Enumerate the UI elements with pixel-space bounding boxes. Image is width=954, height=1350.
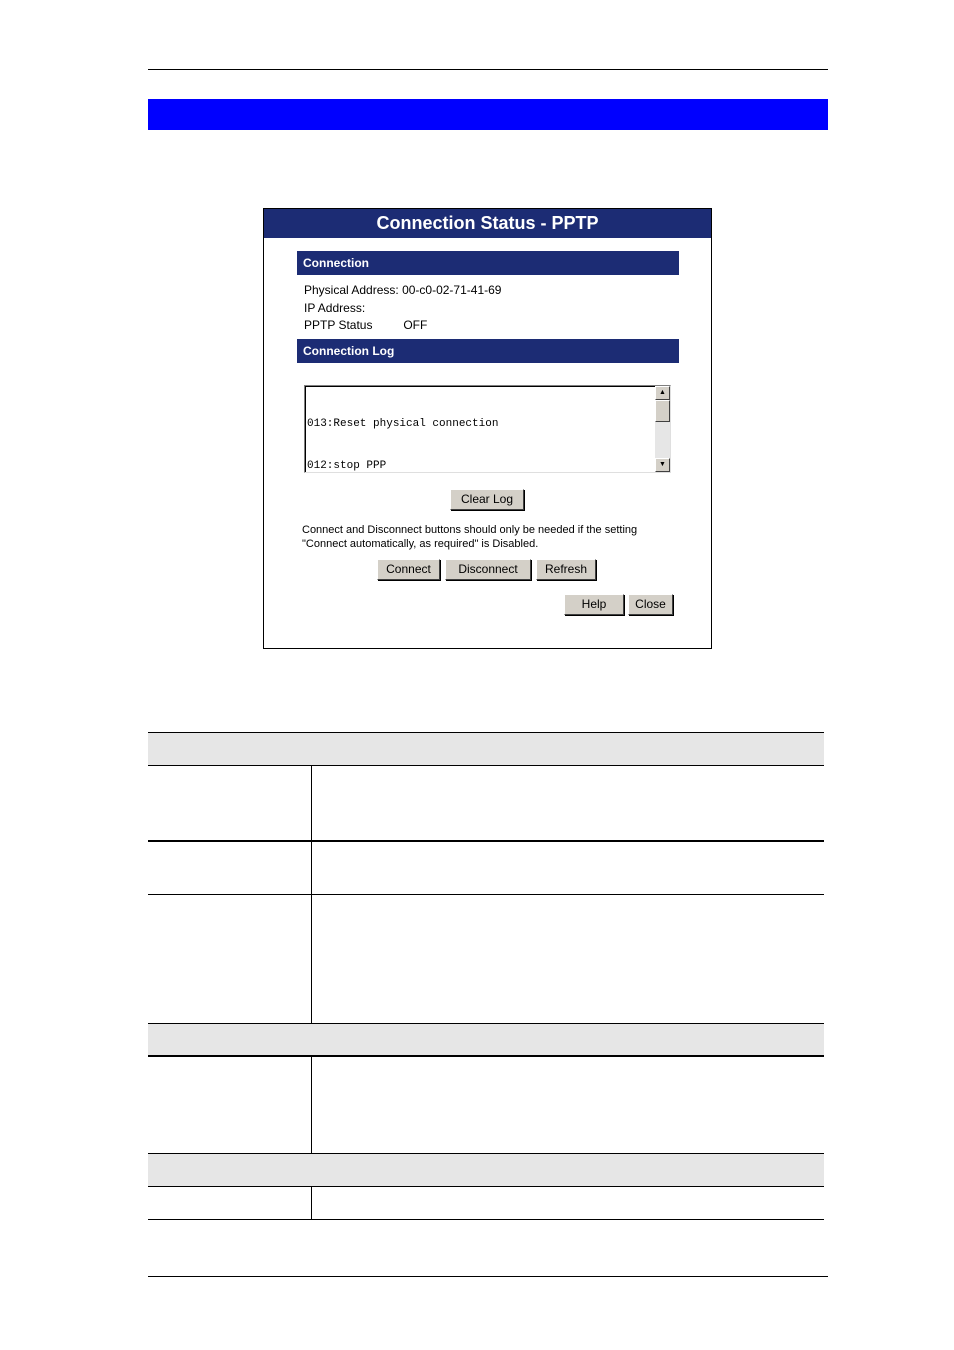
close-button[interactable]: Close [628, 594, 673, 615]
ip-address-label: IP Address: [304, 301, 366, 315]
table-section-header [148, 1023, 824, 1056]
log-scrollbar[interactable] [655, 386, 670, 472]
connection-section-header: Connection [297, 251, 679, 275]
arrow-down-icon[interactable]: ▼ [655, 458, 670, 472]
scrollbar-thumb[interactable] [655, 400, 670, 422]
table-row [148, 1187, 824, 1219]
log-line: 013:Reset physical connection [307, 418, 499, 430]
connect-note-line: Connect and Disconnect buttons should only be needed if the setting [302, 524, 638, 536]
disconnect-button[interactable]: Disconnect [445, 559, 531, 580]
physical-address-label: Physical Address: [304, 283, 399, 297]
pptp-status-label: PPTP Status [304, 318, 373, 332]
table-row [148, 1057, 824, 1153]
table-cell-label [148, 895, 312, 1023]
table-cell-description [312, 895, 824, 1023]
table-divider [148, 732, 824, 733]
arrow-up-icon[interactable]: ▲ [655, 386, 670, 400]
clear-log-button[interactable]: Clear Log [450, 489, 524, 510]
table-cell-label [148, 766, 312, 840]
pptp-status-row [304, 318, 427, 332]
refresh-button[interactable]: Refresh [536, 559, 596, 580]
table-divider [148, 1023, 824, 1024]
section-heading-bar [148, 99, 828, 130]
table-cell-label [148, 1187, 312, 1219]
table-divider [148, 1219, 824, 1220]
help-button[interactable]: Help [564, 594, 624, 615]
connection-log-section-header: Connection Log [297, 339, 679, 363]
window-title: Connection Status - PPTP [264, 209, 711, 238]
table-cell-description [312, 1187, 824, 1219]
physical-address-row [304, 283, 501, 297]
connection-status-window [263, 208, 712, 649]
page-header-rule [148, 69, 828, 70]
table-row [148, 895, 824, 1023]
table-cell-description [312, 766, 824, 840]
table-row [148, 842, 824, 894]
page-footer-rule [148, 1276, 828, 1277]
table-cell-description [312, 842, 824, 894]
table-divider [148, 1153, 824, 1154]
pptp-status-value: OFF [403, 318, 428, 332]
connect-note-line: "Connect automatically, as required" is Disabled. [302, 538, 539, 550]
table-cell-description [312, 1057, 824, 1153]
table-section-header [148, 732, 824, 765]
table-cell-label [148, 842, 312, 894]
log-lines [307, 389, 571, 473]
log-line: 012:stop PPP [307, 460, 387, 472]
connect-button[interactable]: Connect [377, 559, 440, 580]
table-section-header [148, 1153, 824, 1186]
table-row [148, 766, 824, 840]
table-cell-label [148, 1057, 312, 1153]
connect-note [302, 523, 637, 551]
ip-address-row [304, 301, 365, 315]
physical-address-value: 00-c0-02-71-41-69 [402, 283, 502, 297]
connection-log-textarea[interactable] [304, 385, 671, 473]
